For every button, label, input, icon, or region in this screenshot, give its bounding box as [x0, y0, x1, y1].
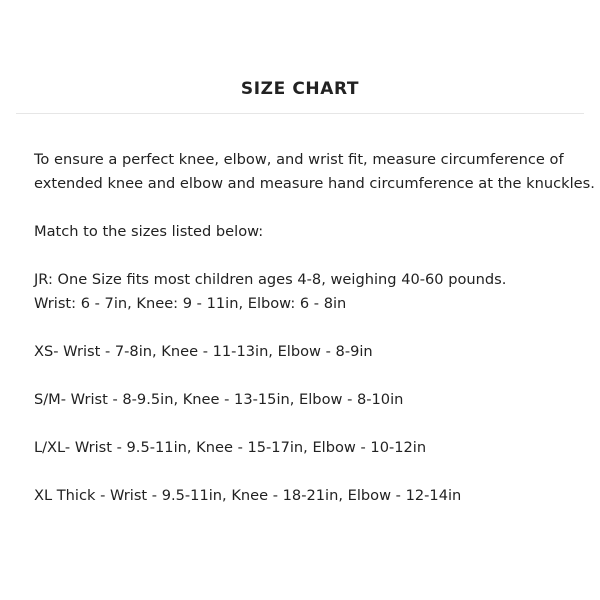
size-entry-lxl-line: L/XL- Wrist - 9.5-11in, Knee - 15-17in, Elbow - 10-12in: [34, 439, 427, 456]
instruction-text: [34, 220, 586, 244]
intro-line-1: To ensure a perfect knee, elbow, and wrist fit, measure circumference of: [34, 151, 564, 168]
size-entry-xs-line: XS- Wrist - 7-8in, Knee - 11-13in, Elbow - 8-9in: [34, 343, 373, 360]
page-title: SIZE CHART: [240, 79, 360, 99]
instruction-line: Match to the sizes listed below:: [34, 223, 264, 240]
size-entry-xs: [34, 340, 586, 364]
intro-paragraph: [34, 148, 595, 196]
modal-header: [16, 72, 584, 114]
size-entry-lxl: [34, 436, 586, 460]
size-chart-content: [34, 148, 595, 532]
size-entry-jr-line-2: Wrist: 6 - 7in, Knee: 9 - 11in, Elbow: 6 - 8in: [34, 295, 347, 312]
size-entry-xl-thick: [34, 484, 586, 508]
intro-line-2: extended knee and elbow and measure hand circumference at the knuckles.: [34, 175, 595, 192]
size-entry-jr: [34, 268, 586, 316]
size-entry-xl-thick-line: XL Thick - Wrist - 9.5-11in, Knee - 18-21in, Elbow - 12-14in: [34, 487, 462, 504]
size-entry-sm-line: S/M- Wrist - 8-9.5in, Knee - 13-15in, Elbow - 8-10in: [34, 391, 404, 408]
size-entry-jr-line-1: JR: One Size fits most children ages 4-8, weighing 40-60 pounds.: [34, 271, 507, 288]
size-entry-sm: [34, 388, 586, 412]
